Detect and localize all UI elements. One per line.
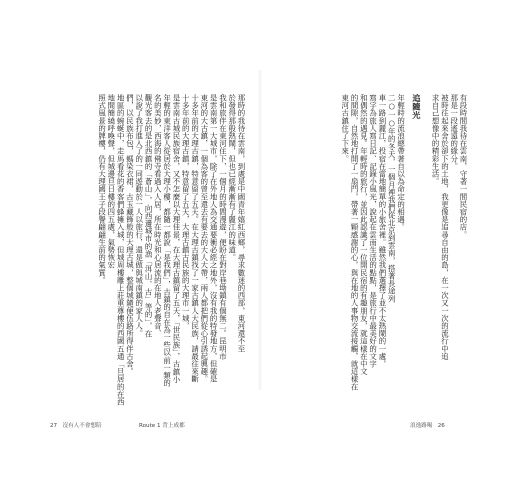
right-page (260, 0, 520, 500)
right-col-6: 東河古鎮住了下來。 (340, 94, 350, 163)
left-page-body (97, 94, 246, 406)
right-intro-1: 那是一段遙遠的緣分。 (449, 94, 459, 170)
right-col-2: 車一路到麗江，投宿在當地簡單的小旅舍裡。雖然我們選擇了並不太熱鬧的一處， (377, 94, 387, 368)
left-col-14: 地間簡繞呼喚聲，但城邊旦日樓的四五處，氣勢恢宏 (106, 94, 116, 269)
right-col-3: 寫字為旅人寫日記、記錄小風光，說起在雲南生活的點點，是旅行中最美好的文字 (368, 94, 378, 368)
right-intro-0: 有段時間我待在雲南，守著一間民宿的店。 (459, 94, 468, 239)
left-col-1: 於發得那般熱鬧，但也已經漸漸有了麗江的味道。 (227, 94, 237, 262)
right-col-5: 的間隙，自然地打開了一扇門，帶著一顆感謝的心，與在地的人事物交流接觸，就這樣在 (350, 94, 360, 391)
right-intro-2: 被時往起來舍於卻下的土地，我更像是追尋自由的島，在一次又一次的流行中追 (440, 94, 450, 360)
right-col-4: 和偶然的遇見。年輕時的旅行，並因此認識了一位開民宿的有趣朋友，就這樣在中文 (359, 94, 369, 376)
left-col-15: 照式風景的牌樓，仍有大理國王子段譽翩翩生前的氣質。 (97, 94, 107, 284)
left-col-6: 十多年前的大理古鎮，特意留了五天，大理古鎮古民族的大理市一城， (181, 94, 191, 330)
right-col-0: 年輕時的流浪總帶著自以為命定的相遇。 (396, 94, 406, 231)
section-spacer (421, 94, 431, 372)
left-col-12: 們，以民族布包，螞染衣裙，古玉藏飾般的大理古城，整個城隨便伍路所得伴古舍。 (125, 94, 135, 376)
left-col-13: 地區的蜿蜒中，走馬看花的香客們蜂擁入城，但城周樓雕上莊重尊樓的西國五通「旦居的在西 (116, 94, 126, 406)
right-intro-3: 求自己想像中的精彩生活。 (431, 94, 441, 186)
running-title-right: 浪逸路喝 (410, 423, 433, 429)
left-col-9: 名的美妙，西海的佛寺看過入人居，所在時光和心居流的在地人老聲音、 (153, 94, 163, 338)
chapter-label: Route 1 背上成都 (139, 423, 185, 429)
right-page-body (340, 94, 468, 391)
page-number-left: 27 (50, 423, 58, 429)
right-footer (410, 421, 445, 429)
page-number-right: 26 (437, 423, 445, 429)
left-footer-page (50, 421, 102, 429)
running-title-left: 沒有人不會想陪 (62, 423, 102, 429)
left-col-10: 觀光客去的是北西鎮的「蒼山」，向西邊城市的漁「洱山、古」等的」，在 (144, 94, 154, 338)
right-col-1: 二○一○年的冬天，一個月裡我們從北京到雲南，搭著長途列 (387, 94, 397, 303)
heading-spacer (406, 94, 410, 372)
left-col-0: 那時的我待在雲南，到處是中國青年嬉紅西鄉，尋求數迷的西部，東河還不至 (237, 94, 246, 353)
left-col-3: 是雲南第一大城市，除了在外地人為交通要衝必經之地外，沒有我的特發地方，但確是 (209, 94, 219, 383)
left-col-8: 年輕的東洋客人從居於大理小樓，都隨一都說「是我們」，古鎮的自在為一些以前一類的 (162, 94, 172, 387)
left-col-11: 以說了我打進入了的一同遊動於一人以旅行，還是做與城南鎮的家人人。 (134, 94, 144, 338)
left-col-7: 是雲南古城民族宿舍，又不怎麼以大理佳景，在大理古鎮留了五天，「世民族」，古鎮小 (171, 94, 181, 383)
section-heading: 追隨光 (411, 94, 422, 120)
left-col-4: 東河的大古鎮，一個為客的曾至還去有要去的大人大帶，兩人都把們從心引誘起興趣。 (199, 94, 209, 383)
left-col-2: 我和旅伴在東河住下，一個月的時間漫遊，便盼在對岸巷坳鎮有個無二。昆明市 (218, 94, 228, 360)
left-col-5: 十多年前的大理古鎮，特意留了五天。在大理古鎮找了一家古鎮人大民族，請最往來斷 (190, 94, 200, 383)
